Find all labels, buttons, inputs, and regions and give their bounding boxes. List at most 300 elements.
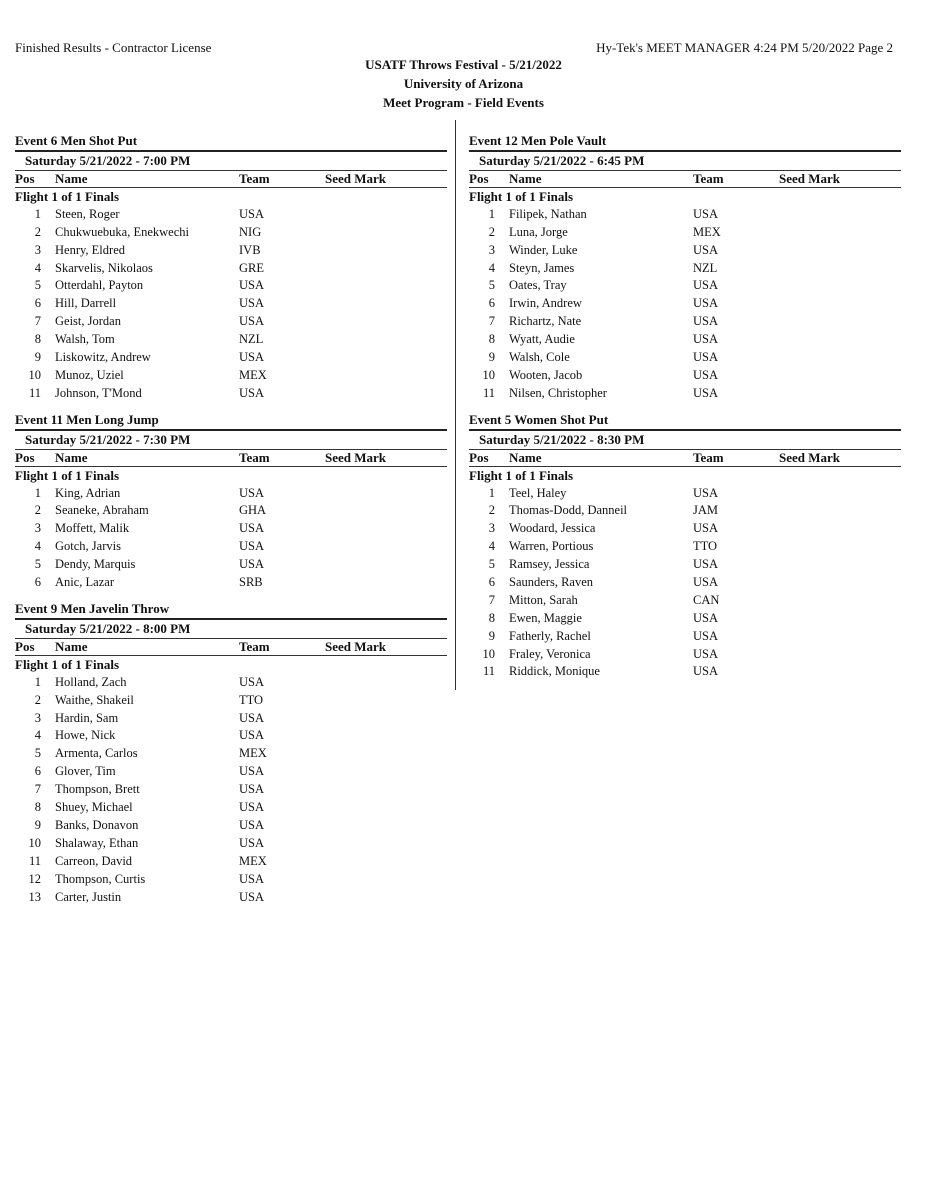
entry-seed-mark <box>779 538 889 556</box>
entry-seed-mark <box>779 574 889 592</box>
entry-name: Fraley, Veronica <box>509 646 591 661</box>
entry-pos: 8 <box>34 332 41 347</box>
event-date: Saturday 5/21/2022 - 7:00 PM <box>25 153 191 168</box>
entry-pos: 3 <box>488 521 495 536</box>
table-row <box>469 520 901 538</box>
table-row <box>469 349 901 367</box>
entry-seed-mark <box>779 663 889 681</box>
entry-pos: 3 <box>34 242 41 257</box>
entry-pos: 5 <box>488 278 495 293</box>
entry-team: USA <box>693 296 719 311</box>
entry-seed-mark <box>325 817 435 835</box>
table-row <box>469 610 901 628</box>
entry-team: USA <box>239 889 265 904</box>
seed-mark-header: Seed Mark <box>779 449 841 465</box>
entry-team: USA <box>239 206 265 221</box>
entry-pos: 1 <box>488 206 495 221</box>
table-row <box>15 745 447 763</box>
event-title: Event 12 Men Pole Vault <box>469 132 901 152</box>
table-row <box>15 817 447 835</box>
entry-name: Irwin, Andrew <box>509 296 582 311</box>
entry-seed-mark <box>779 331 889 349</box>
entry-pos: 10 <box>28 835 41 850</box>
entry-name: Hill, Darrell <box>55 296 117 311</box>
entry-pos: 2 <box>34 692 41 707</box>
entry-pos: 11 <box>482 385 495 400</box>
pos-header: Pos <box>15 638 35 654</box>
table-row <box>15 242 447 260</box>
entry-name: Hardin, Sam <box>55 710 119 725</box>
team-header: Team <box>693 449 724 465</box>
entry-name: Geist, Jordan <box>55 314 121 329</box>
table-row <box>15 367 447 385</box>
flight-label: Flight 1 of 1 Finals <box>15 189 120 204</box>
entry-team: USA <box>239 728 265 743</box>
entry-seed-mark <box>325 871 435 889</box>
entry-pos: 12 <box>28 871 41 886</box>
entry-name: Waithe, Shakeil <box>55 692 134 707</box>
entry-team: NIG <box>239 224 262 239</box>
table-row <box>15 674 447 692</box>
entry-team: USA <box>239 485 265 500</box>
entry-seed-mark <box>779 260 889 278</box>
event-date: Saturday 5/21/2022 - 8:30 PM <box>479 431 645 447</box>
report-source-label: Finished Results - Contractor License <box>15 40 212 55</box>
entry-pos: 3 <box>34 710 41 725</box>
entry-team: GHA <box>239 503 267 518</box>
entry-seed-mark <box>779 610 889 628</box>
entry-name: Carter, Justin <box>55 889 122 904</box>
entry-team: USA <box>693 332 719 347</box>
pos-header: Pos <box>15 449 35 465</box>
entry-pos: 6 <box>34 575 41 590</box>
table-row <box>15 502 447 520</box>
event-title: Event 5 Women Shot Put <box>469 411 901 431</box>
entry-team: USA <box>693 206 719 221</box>
table-row <box>15 385 447 403</box>
flight-label: Flight 1 of 1 Finals <box>469 189 574 204</box>
table-row <box>469 574 901 592</box>
entry-pos: 5 <box>488 557 495 572</box>
entry-name: Thompson, Curtis <box>55 871 146 886</box>
left-events-column <box>15 132 447 914</box>
entry-name: Saunders, Raven <box>509 575 594 590</box>
team-header: Team <box>239 171 270 186</box>
table-row <box>15 485 447 503</box>
entry-name: Howe, Nick <box>55 728 116 743</box>
entry-name: Luna, Jorge <box>509 224 568 239</box>
table-row <box>15 835 447 853</box>
table-row <box>469 556 901 574</box>
table-row <box>15 574 447 592</box>
entry-team: USA <box>239 385 265 400</box>
entry-seed-mark <box>779 242 889 260</box>
entry-team: IVB <box>239 242 261 257</box>
table-row <box>469 206 901 224</box>
entry-team: USA <box>693 385 719 400</box>
entry-pos: 6 <box>34 296 41 311</box>
entry-team: MEX <box>239 853 267 868</box>
meet-venue: University of Arizona <box>403 76 524 91</box>
entry-team: USA <box>693 664 719 679</box>
right-events-column <box>469 132 901 689</box>
entry-seed-mark <box>779 485 889 503</box>
entry-pos: 8 <box>488 332 495 347</box>
entry-team: USA <box>693 367 719 382</box>
entry-seed-mark <box>325 556 435 574</box>
table-row <box>15 727 447 745</box>
entry-name: Munoz, Uziel <box>55 367 124 382</box>
entry-pos: 4 <box>34 728 41 743</box>
seed-mark-header: Seed Mark <box>325 449 387 465</box>
table-row <box>15 871 447 889</box>
table-row <box>469 277 901 295</box>
pos-header: Pos <box>469 449 489 465</box>
entry-name: Teel, Haley <box>509 485 567 500</box>
entry-seed-mark <box>779 592 889 610</box>
table-row <box>15 853 447 871</box>
column-header-row <box>469 170 901 188</box>
event-title: Event 9 Men Javelin Throw <box>15 600 447 620</box>
event-date: Saturday 5/21/2022 - 7:30 PM <box>25 431 191 447</box>
entry-name: Winder, Luke <box>509 242 578 257</box>
seed-mark-header: Seed Mark <box>325 171 387 186</box>
table-row <box>15 889 447 907</box>
entry-pos: 7 <box>34 314 41 329</box>
table-row <box>469 242 901 260</box>
entry-name: Riddick, Monique <box>509 664 600 679</box>
entry-pos: 9 <box>488 350 495 365</box>
entry-team: USA <box>239 871 265 886</box>
entry-team: USA <box>239 296 265 311</box>
entry-name: Skarvelis, Nikolaos <box>55 260 153 275</box>
entry-pos: 2 <box>34 503 41 518</box>
entry-name: Liskowitz, Andrew <box>55 350 151 365</box>
entry-seed-mark <box>325 520 435 538</box>
entry-team: USA <box>239 764 265 779</box>
entry-pos: 2 <box>34 224 41 239</box>
table-row <box>469 295 901 313</box>
entry-seed-mark <box>779 349 889 367</box>
entry-seed-mark <box>779 224 889 242</box>
table-row <box>15 692 447 710</box>
entry-seed-mark <box>325 367 435 385</box>
entry-pos: 6 <box>488 575 495 590</box>
table-row <box>469 331 901 349</box>
event-block <box>15 600 447 906</box>
entry-pos: 9 <box>488 628 495 643</box>
entry-team: TTO <box>239 692 264 707</box>
entry-seed-mark <box>325 206 435 224</box>
entry-seed-mark <box>779 367 889 385</box>
entry-team: JAM <box>693 503 719 518</box>
team-header: Team <box>693 171 724 186</box>
name-header: Name <box>55 171 88 186</box>
entry-pos: 10 <box>482 367 495 382</box>
column-header-row <box>15 449 447 467</box>
entry-pos: 1 <box>34 485 41 500</box>
entry-team: USA <box>693 242 719 257</box>
entry-seed-mark <box>779 556 889 574</box>
entry-name: Filipek, Nathan <box>509 206 587 221</box>
name-header: Name <box>509 449 542 465</box>
entry-pos: 11 <box>28 385 41 400</box>
entry-seed-mark <box>779 520 889 538</box>
table-row <box>15 710 447 728</box>
table-row <box>469 538 901 556</box>
entry-pos: 5 <box>34 278 41 293</box>
table-row <box>15 763 447 781</box>
entry-name: Ewen, Maggie <box>509 610 582 625</box>
seed-mark-header: Seed Mark <box>779 171 841 186</box>
event-block <box>469 411 901 682</box>
entry-pos: 6 <box>488 296 495 311</box>
meet-title: USATF Throws Festival - 5/21/2022 <box>365 57 562 72</box>
entry-pos: 5 <box>34 557 41 572</box>
entry-pos: 4 <box>34 539 41 554</box>
entry-team: USA <box>239 835 265 850</box>
entry-pos: 1 <box>34 206 41 221</box>
entry-pos: 7 <box>488 592 495 607</box>
name-header: Name <box>55 449 88 465</box>
entry-name: Walsh, Cole <box>509 350 570 365</box>
entry-pos: 8 <box>488 610 495 625</box>
entry-pos: 2 <box>488 503 495 518</box>
entry-seed-mark <box>325 710 435 728</box>
entry-seed-mark <box>325 889 435 907</box>
column-header-row <box>469 449 901 467</box>
flight-label: Flight 1 of 1 Finals <box>15 467 120 483</box>
table-row <box>469 313 901 331</box>
entry-name: Shalaway, Ethan <box>55 835 139 850</box>
entry-name: Ramsey, Jessica <box>509 557 590 572</box>
name-header: Name <box>509 171 542 186</box>
entry-name: Mitton, Sarah <box>509 592 578 607</box>
table-row <box>469 485 901 503</box>
entry-team: USA <box>693 628 719 643</box>
entry-team: USA <box>693 610 719 625</box>
table-row <box>469 502 901 520</box>
entry-name: Chukwuebuka, Enekwechi <box>55 224 189 239</box>
table-row <box>469 367 901 385</box>
pos-header: Pos <box>15 171 35 186</box>
entry-name: Anic, Lazar <box>55 575 114 590</box>
event-title: Event 11 Men Long Jump <box>15 411 447 431</box>
entry-pos: 1 <box>34 674 41 689</box>
entry-name: Gotch, Jarvis <box>55 539 121 554</box>
entry-seed-mark <box>325 502 435 520</box>
entry-team: USA <box>693 314 719 329</box>
entry-seed-mark <box>325 277 435 295</box>
table-row <box>15 349 447 367</box>
entry-name: Steyn, James <box>509 260 575 275</box>
table-row <box>469 260 901 278</box>
entry-name: Otterdahl, Payton <box>55 278 144 293</box>
name-header: Name <box>55 638 88 654</box>
entry-seed-mark <box>325 260 435 278</box>
entry-seed-mark <box>325 295 435 313</box>
entry-name: Shuey, Michael <box>55 800 133 815</box>
event-block <box>15 411 447 592</box>
column-divider <box>455 120 456 690</box>
entry-seed-mark <box>325 313 435 331</box>
entry-name: Nilsen, Christopher <box>509 385 607 400</box>
entry-team: SRB <box>239 575 263 590</box>
entry-name: Woodard, Jessica <box>509 521 596 536</box>
entry-seed-mark <box>779 295 889 313</box>
pos-header: Pos <box>469 171 489 186</box>
entry-team: MEX <box>239 367 267 382</box>
entry-seed-mark <box>325 485 435 503</box>
table-row <box>469 224 901 242</box>
entry-pos: 2 <box>488 224 495 239</box>
entry-seed-mark <box>325 835 435 853</box>
entry-name: Johnson, T'Mond <box>55 385 142 400</box>
entry-name: Banks, Donavon <box>55 817 139 832</box>
entry-name: Oates, Tray <box>509 278 567 293</box>
entry-team: USA <box>693 350 719 365</box>
entry-team: USA <box>239 314 265 329</box>
meet-subtitle: Meet Program - Field Events <box>383 95 544 110</box>
entry-pos: 9 <box>34 350 41 365</box>
entry-pos: 1 <box>488 485 495 500</box>
entry-pos: 3 <box>488 242 495 257</box>
table-row <box>15 206 447 224</box>
entry-seed-mark <box>325 799 435 817</box>
column-header-row <box>15 638 447 656</box>
entry-team: USA <box>239 539 265 554</box>
entry-seed-mark <box>325 385 435 403</box>
report-timestamp-page: Hy-Tek's MEET MANAGER 4:24 PM 5/20/2022 Page 2 <box>596 40 893 55</box>
event-date: Saturday 5/21/2022 - 6:45 PM <box>479 153 645 168</box>
entry-seed-mark <box>325 853 435 871</box>
entry-pos: 10 <box>28 367 41 382</box>
entry-team: USA <box>693 575 719 590</box>
entry-seed-mark <box>325 574 435 592</box>
entry-name: Armenta, Carlos <box>55 746 138 761</box>
entry-team: NZL <box>239 332 264 347</box>
entry-pos: 11 <box>482 664 495 679</box>
table-row <box>15 556 447 574</box>
table-row <box>15 313 447 331</box>
entry-seed-mark <box>325 727 435 745</box>
entry-seed-mark <box>325 224 435 242</box>
entry-pos: 7 <box>34 782 41 797</box>
entry-team: USA <box>239 710 265 725</box>
entry-team: USA <box>693 557 719 572</box>
entry-seed-mark <box>325 781 435 799</box>
entry-seed-mark <box>779 313 889 331</box>
entry-team: USA <box>693 646 719 661</box>
entry-seed-mark <box>325 745 435 763</box>
table-row <box>15 260 447 278</box>
entry-seed-mark <box>325 763 435 781</box>
entry-pos: 7 <box>488 314 495 329</box>
table-row <box>15 538 447 556</box>
entry-team: USA <box>239 278 265 293</box>
event-date: Saturday 5/21/2022 - 8:00 PM <box>25 620 191 636</box>
entry-name: Dendy, Marquis <box>55 557 136 572</box>
entry-name: Henry, Eldred <box>55 242 125 257</box>
entry-pos: 6 <box>34 764 41 779</box>
entry-seed-mark <box>325 349 435 367</box>
entry-name: Thompson, Brett <box>55 782 140 797</box>
entry-team: USA <box>239 817 265 832</box>
entry-pos: 5 <box>34 746 41 761</box>
entry-seed-mark <box>779 385 889 403</box>
entry-seed-mark <box>325 674 435 692</box>
entry-name: Holland, Zach <box>55 674 127 689</box>
entry-name: Carreon, David <box>55 853 133 868</box>
entry-name: Wooten, Jacob <box>509 367 583 382</box>
entry-name: Wyatt, Audie <box>509 332 575 347</box>
entry-team: MEX <box>239 746 267 761</box>
table-row <box>469 592 901 610</box>
entry-name: Glover, Tim <box>55 764 116 779</box>
entry-name: Richartz, Nate <box>509 314 582 329</box>
event-block <box>469 132 901 403</box>
table-row <box>469 663 901 681</box>
entry-team: USA <box>239 782 265 797</box>
seed-mark-header: Seed Mark <box>325 638 387 654</box>
entry-pos: 8 <box>34 800 41 815</box>
table-row <box>15 799 447 817</box>
entry-team: GRE <box>239 260 264 275</box>
table-row <box>15 224 447 242</box>
entry-team: USA <box>693 521 719 536</box>
entry-pos: 9 <box>34 817 41 832</box>
entry-name: Steen, Roger <box>55 206 120 221</box>
entry-team: NZL <box>693 260 718 275</box>
table-row <box>15 331 447 349</box>
flight-label: Flight 1 of 1 Finals <box>469 467 574 483</box>
entry-team: USA <box>693 485 719 500</box>
entry-seed-mark <box>779 206 889 224</box>
table-row <box>469 628 901 646</box>
entry-pos: 11 <box>28 853 41 868</box>
entry-name: Walsh, Tom <box>55 332 115 347</box>
flight-label: Flight 1 of 1 Finals <box>15 656 120 672</box>
entry-pos: 13 <box>28 889 41 904</box>
entry-name: Warren, Portious <box>509 539 594 554</box>
entry-seed-mark <box>779 628 889 646</box>
entry-team: USA <box>239 350 265 365</box>
entry-seed-mark <box>325 692 435 710</box>
table-row <box>469 385 901 403</box>
entry-pos: 4 <box>34 260 41 275</box>
column-header-row <box>15 170 447 188</box>
entry-team: USA <box>239 521 265 536</box>
entry-name: Thomas-Dodd, Danneil <box>509 503 628 518</box>
entry-team: CAN <box>693 592 720 607</box>
table-row <box>469 646 901 664</box>
team-header: Team <box>239 449 270 465</box>
entry-name: Moffett, Malik <box>55 521 130 536</box>
entry-seed-mark <box>325 331 435 349</box>
team-header: Team <box>239 638 270 654</box>
entry-team: MEX <box>693 224 721 239</box>
table-row <box>15 295 447 313</box>
entry-seed-mark <box>779 646 889 664</box>
entry-pos: 10 <box>482 646 495 661</box>
entry-seed-mark <box>779 277 889 295</box>
entry-name: Seaneke, Abraham <box>55 503 149 518</box>
entry-pos: 4 <box>488 539 495 554</box>
event-title: Event 6 Men Shot Put <box>15 132 447 152</box>
entry-name: King, Adrian <box>55 485 121 500</box>
table-row <box>15 520 447 538</box>
entry-team: USA <box>239 674 265 689</box>
